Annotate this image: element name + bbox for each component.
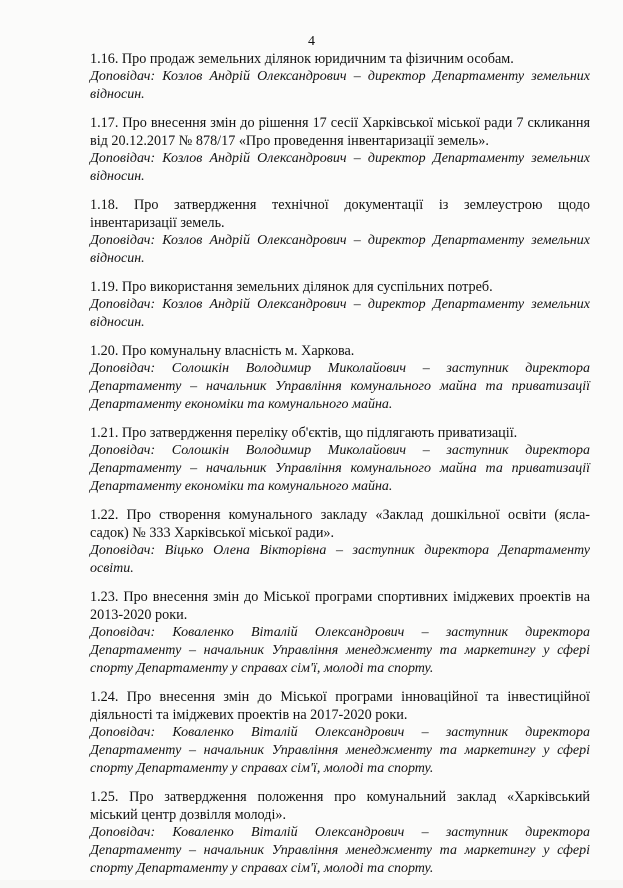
agenda-item-title: 1.17. Про внесення змін до рішення 17 сесії Харківської міської ради 7 скликання від 20.12.2017 № 878/17 «Про проведення інвентаризації земель». — [90, 115, 590, 149]
agenda-item-speaker: Доповідач: Віцько Олена Вікторівна – заступник директора Департаменту освіти. — [90, 543, 590, 576]
agenda-item-title: 1.22. Про створення комунального закладу «Заклад дошкільної освіти (ясла-садок) № 333 Харківської міської ради». — [90, 507, 590, 541]
agenda-item — [90, 50, 590, 104]
agenda-item-speaker: Доповідач: Козлов Андрій Олександрович – директор Департаменту земельних відносин. — [90, 233, 590, 266]
agenda-item-speaker: Доповідач: Солошкін Володимир Миколайович – заступник директора Департаменту – начальник Управління комунального майна та приватизації Департаменту економіки та комунального майна. — [90, 361, 590, 412]
agenda-item-title: 1.23. Про внесення змін до Міської програми спортивних іміджевих проектів на 2013-2020 роки. — [90, 589, 590, 623]
agenda-item-speaker: Доповідач: Козлов Андрій Олександрович – директор Департаменту земельних відносин. — [90, 297, 590, 330]
agenda-item — [90, 506, 590, 578]
agenda-item-title: 1.19. Про використання земельних ділянок для суспільних потреб. — [90, 279, 493, 295]
agenda-item-title: 1.18. Про затвердження технічної документації із землеустрою щодо інвентаризації земель. — [90, 197, 590, 231]
agenda-item-speaker: Доповідач: Коваленко Віталій Олександрович – заступник директора Департаменту – начальник Управління менеджменту та маркетингу у сфері спорту Департаменту у справах сім'ї, молоді та спорту. — [90, 625, 590, 676]
agenda-item-title: 1.24. Про внесення змін до Міської програми інноваційної та інвестиційної діяльності та іміджевих проектів на 2017-2020 роки. — [90, 689, 590, 723]
agenda-item — [90, 278, 590, 332]
agenda-item-title: 1.25. Про затвердження положення про комунальний заклад «Харківський міський центр дозвілля молоді». — [90, 789, 590, 823]
agenda-item — [90, 688, 590, 778]
agenda-item — [90, 114, 590, 186]
agenda-item — [90, 196, 590, 268]
agenda-item-speaker: Доповідач: Коваленко Віталій Олександрович – заступник директора Департаменту – начальник Управління менеджменту та маркетингу у сфері спорту Департаменту у справах сім'ї, молоді та спорту. — [90, 825, 590, 876]
agenda-item-speaker: Доповідач: Коваленко Віталій Олександрович – заступник директора Департаменту – начальник Управління менеджменту та маркетингу у сфері спорту Департаменту у справах сім'ї, молоді та спорту. — [90, 725, 590, 776]
agenda-item — [90, 424, 590, 496]
agenda-item-title: 1.20. Про комунальну власність м. Харкова. — [90, 343, 355, 359]
agenda-item-speaker: Доповідач: Солошкін Володимир Миколайович – заступник директора Департаменту – начальник Управління комунального майна та приватизації Департаменту економіки та комунального майна. — [90, 443, 590, 494]
agenda-item-title: 1.21. Про затвердження переліку об'єктів, що підлягають приватизації. — [90, 425, 518, 441]
agenda-item-speaker: Доповідач: Козлов Андрій Олександрович – директор Департаменту земельних відносин. — [90, 69, 590, 102]
agenda-item-title: 1.16. Про продаж земельних ділянок юридичним та фізичним особам. — [90, 51, 514, 67]
agenda-item — [90, 788, 590, 878]
agenda-item — [90, 342, 590, 414]
agenda-item-speaker: Доповідач: Козлов Андрій Олександрович – директор Департаменту земельних відносин. — [90, 151, 590, 184]
agenda-list — [90, 50, 590, 888]
agenda-item — [90, 588, 590, 678]
page-number: 4 — [308, 34, 315, 49]
